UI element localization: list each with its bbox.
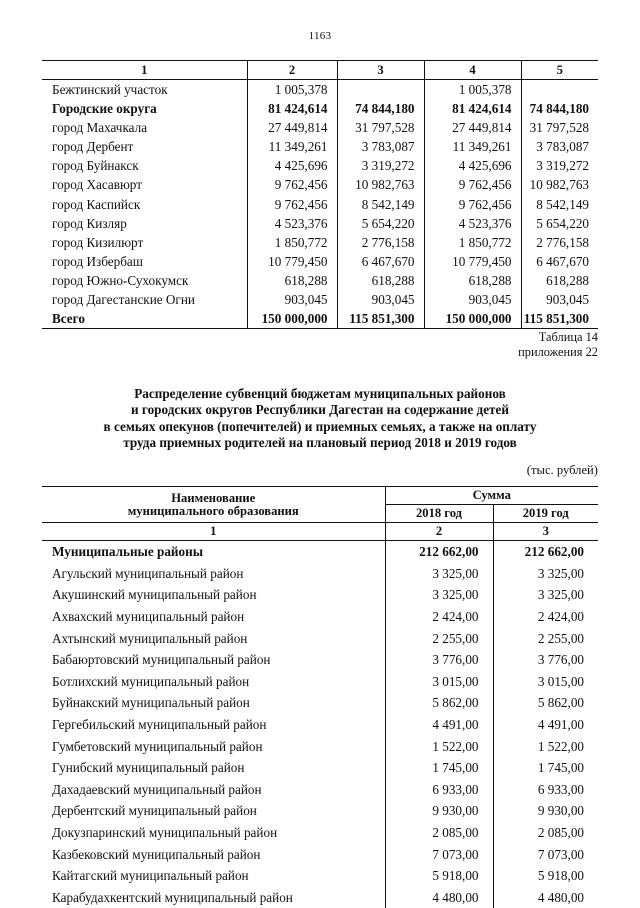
row-value-4: 2 776,158 [521,233,598,252]
table-2-colnum-1: 1 [42,523,385,541]
table-2-header-name-line-1: Наименование [42,487,385,505]
row-value-1: 10 779,450 [247,252,337,271]
row-value-4: 3 783,087 [521,137,598,156]
row-value-1: 5 862,00 [385,692,493,714]
row-value-2: 1 522,00 [493,735,598,757]
row-value-4: 115 851,300 [521,309,598,329]
row-value-1: 1 745,00 [385,757,493,779]
table-2-header-year-2019: 2019 год [493,505,598,523]
table-row [42,233,598,252]
row-value-2: 6 933,00 [493,779,598,801]
row-value-4: 6 467,670 [521,252,598,271]
table-row [42,822,598,844]
row-value-1: 4 480,00 [385,887,493,908]
table-reference [0,330,598,360]
row-value-2: 3 325,00 [493,563,598,585]
row-label: город Каспийск [42,195,247,214]
table-row [42,252,598,271]
table-row [42,563,598,585]
table-1-column-number-row [42,61,598,80]
table-reference-line-2: приложения 22 [0,345,598,360]
row-value-4: 8 542,149 [521,195,598,214]
table-row [42,309,598,329]
table-row [42,714,598,736]
row-value-1: 4 491,00 [385,714,493,736]
row-value-1: 7 073,00 [385,843,493,865]
table-row [42,156,598,175]
row-value-2: 115 851,300 [337,309,424,329]
table-2-column-number-row [42,523,598,541]
row-value-3: 81 424,614 [424,99,521,118]
row-value-2: 3 325,00 [493,584,598,606]
table-row [42,800,598,822]
row-label: Всего [42,309,247,329]
table-row [42,290,598,309]
table-2-header-sub-row [42,505,598,523]
row-value-1: 3 015,00 [385,671,493,693]
row-label: Гергебильский муниципальный район [42,714,385,736]
row-value-1: 1 522,00 [385,735,493,757]
row-label: Муниципальные районы [42,541,385,563]
table-row [42,606,598,628]
row-label: город Хасавюрт [42,175,247,194]
row-value-1: 2 085,00 [385,822,493,844]
row-label: Гумбетовский муниципальный район [42,735,385,757]
page-title [0,386,640,451]
table-row [42,865,598,887]
row-label: Дахадаевский муниципальный район [42,779,385,801]
row-label: город Южно-Сухокумск [42,271,247,290]
row-label: Агульский муниципальный район [42,563,385,585]
row-value-1: 11 349,261 [247,137,337,156]
row-label: Докузпаринский муниципальный район [42,822,385,844]
row-value-1: 3 325,00 [385,563,493,585]
row-value-2: 7 073,00 [493,843,598,865]
row-value-1: 1 005,378 [247,80,337,100]
row-value-2: 4 491,00 [493,714,598,736]
row-value-4: 31 797,528 [521,118,598,137]
row-value-2: 4 480,00 [493,887,598,908]
row-value-3: 10 779,450 [424,252,521,271]
row-value-2: 5 862,00 [493,692,598,714]
table-row [42,627,598,649]
table-2 [42,486,598,908]
row-label: город Буйнакск [42,156,247,175]
page-title-line-2: и городских округов Республики Дагестан на содержание детей [0,402,640,418]
row-value-3: 4 523,376 [424,214,521,233]
row-value-2: 2 085,00 [493,822,598,844]
table-row [42,214,598,233]
row-value-3: 1 005,378 [424,80,521,100]
row-value-2: 2 776,158 [337,233,424,252]
table-1-colnum-1: 1 [42,61,247,80]
table-row [42,175,598,194]
row-label: Буйнакский муниципальный район [42,692,385,714]
row-value-2 [337,80,424,100]
row-label: Дербентский муниципальный район [42,800,385,822]
row-value-1: 9 762,456 [247,175,337,194]
row-label: город Кизляр [42,214,247,233]
row-label: Ахтынский муниципальный район [42,627,385,649]
row-value-2: 1 745,00 [493,757,598,779]
table-2-colnum-2: 2 [385,523,493,541]
table-1-colnum-4: 4 [424,61,521,80]
row-label: Городские округа [42,99,247,118]
row-value-1: 5 918,00 [385,865,493,887]
row-value-1: 6 933,00 [385,779,493,801]
row-value-4: 618,288 [521,271,598,290]
table-row [42,271,598,290]
row-value-1: 2 255,00 [385,627,493,649]
table-row [42,735,598,757]
table-row [42,671,598,693]
row-value-2: 8 542,149 [337,195,424,214]
page-title-line-4: труда приемных родителей на плановый период 2018 и 2019 годов [0,435,640,451]
row-value-3: 1 850,772 [424,233,521,252]
row-label: город Кизилюрт [42,233,247,252]
row-value-1: 3 776,00 [385,649,493,671]
table-1 [42,60,598,329]
row-value-2: 3 015,00 [493,671,598,693]
row-value-2: 3 783,087 [337,137,424,156]
table-1-colnum-5: 5 [521,61,598,80]
row-value-2: 5 654,220 [337,214,424,233]
row-value-2: 903,045 [337,290,424,309]
row-label: Акушинский муниципальный район [42,584,385,606]
table-2-header-name-line-2: муниципального образования [42,505,385,523]
row-value-2: 2 255,00 [493,627,598,649]
row-value-1: 1 850,772 [247,233,337,252]
row-label: Гунибский муниципальный район [42,757,385,779]
row-label: город Дербент [42,137,247,156]
row-label: город Махачкала [42,118,247,137]
row-value-4: 74 844,180 [521,99,598,118]
table-row [42,843,598,865]
table-row [42,137,598,156]
row-value-2: 212 662,00 [493,541,598,563]
row-value-2: 10 982,763 [337,175,424,194]
row-value-1: 9 930,00 [385,800,493,822]
row-value-1: 212 662,00 [385,541,493,563]
row-value-2: 6 467,670 [337,252,424,271]
row-label: Ахвахский муниципальный район [42,606,385,628]
row-value-1: 2 424,00 [385,606,493,628]
row-label: Бежтинский участок [42,80,247,100]
row-value-2: 2 424,00 [493,606,598,628]
row-label: Бабаюртовский муниципальный район [42,649,385,671]
row-value-1: 4 425,696 [247,156,337,175]
row-value-1: 3 325,00 [385,584,493,606]
table-row [42,779,598,801]
units-note: (тыс. рублей) [0,463,598,478]
row-value-3: 9 762,456 [424,195,521,214]
row-value-2: 31 797,528 [337,118,424,137]
table-2-header-year-2018: 2018 год [385,505,493,523]
row-label: Казбековский муниципальный район [42,843,385,865]
row-value-4: 903,045 [521,290,598,309]
table-row [42,584,598,606]
table-row [42,80,598,100]
table-row [42,118,598,137]
row-value-1: 9 762,456 [247,195,337,214]
table-row [42,649,598,671]
table-row [42,99,598,118]
row-label: Кайтагский муниципальный район [42,865,385,887]
row-value-1: 81 424,614 [247,99,337,118]
row-value-3: 9 762,456 [424,175,521,194]
row-value-1: 27 449,814 [247,118,337,137]
table-reference-line-1: Таблица 14 [0,330,598,345]
row-label: Ботлихский муниципальный район [42,671,385,693]
row-value-2: 618,288 [337,271,424,290]
row-value-3: 11 349,261 [424,137,521,156]
page-title-line-3: в семьях опекунов (попечителей) и приемных семьях, а также на оплату [0,419,640,435]
table-row [42,692,598,714]
row-value-1: 150 000,000 [247,309,337,329]
row-value-3: 903,045 [424,290,521,309]
row-label: Карабудахкентский муниципальный район [42,887,385,908]
row-value-1: 903,045 [247,290,337,309]
row-value-2: 74 844,180 [337,99,424,118]
row-value-1: 4 523,376 [247,214,337,233]
table-row [42,541,598,563]
row-value-2: 3 319,272 [337,156,424,175]
page-number: 1163 [0,30,640,42]
table-2-body [42,541,598,908]
row-value-4 [521,80,598,100]
row-value-3: 27 449,814 [424,118,521,137]
row-value-1: 618,288 [247,271,337,290]
row-value-3: 618,288 [424,271,521,290]
row-value-4: 3 319,272 [521,156,598,175]
row-value-3: 4 425,696 [424,156,521,175]
table-1-container [42,60,598,329]
row-value-2: 3 776,00 [493,649,598,671]
table-2-container [42,486,598,908]
row-label: город Избербаш [42,252,247,271]
table-2-header-top-row [42,487,598,505]
table-2-colnum-3: 3 [493,523,598,541]
table-1-colnum-3: 3 [337,61,424,80]
table-2-header-sum: Сумма [385,487,598,505]
table-1-body [42,80,598,329]
page-title-line-1: Распределение субвенций бюджетам муниципальных районов [0,386,640,402]
row-value-2: 5 918,00 [493,865,598,887]
row-value-4: 5 654,220 [521,214,598,233]
table-row [42,195,598,214]
row-value-3: 150 000,000 [424,309,521,329]
row-label: город Дагестанские Огни [42,290,247,309]
table-1-colnum-2: 2 [247,61,337,80]
row-value-4: 10 982,763 [521,175,598,194]
row-value-2: 9 930,00 [493,800,598,822]
table-row [42,757,598,779]
